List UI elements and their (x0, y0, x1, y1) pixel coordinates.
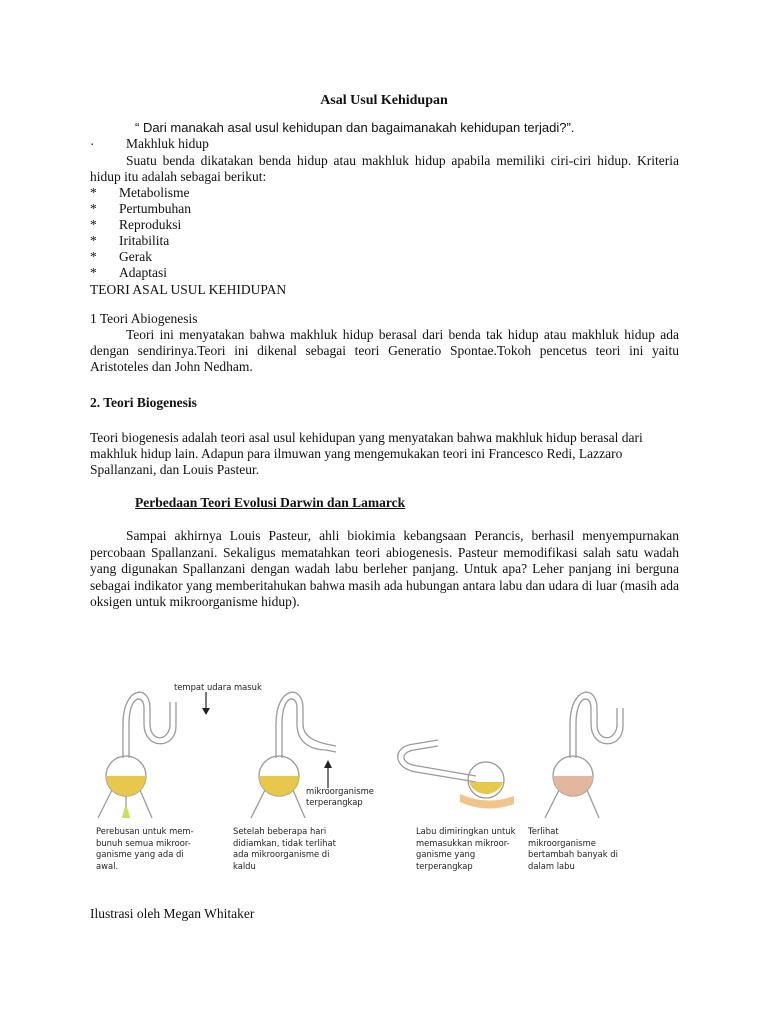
evolution-heading: Perbedaan Teori Evolusi Darwin dan Lamarck (135, 495, 406, 510)
hand-icon (460, 794, 514, 809)
theories-heading: TEORI ASAL USUL KEHIDUPAN (90, 282, 287, 297)
biogenesis-body: Teori biogenesis adalah teori asal usul kehidupan yang menyatakan bahwa makhluk hidup berasal dari makhluk hidup lain. Adapun para ilmuwan yang mengemukakan teori ini Francesco Redi, Lazzaro Spallanzani, dan Louis Pasteur. (90, 430, 643, 477)
criteria-item (90, 185, 190, 201)
criteria-mark: * (90, 201, 97, 216)
caption-step-2: Setelah beberapa hari didiamkan, tidak terlihat ada mikroorganisme di kaldu (233, 826, 336, 871)
biogenesis-heading: 2. Teori Biogenesis (90, 395, 197, 410)
criteria-mark: * (90, 185, 97, 200)
flask-boiling (98, 692, 176, 818)
caption-step-1: Perebusan untuk mem-bunuh semua mikroor-ganisme yang ada di awal. (96, 826, 194, 871)
criteria-mark: * (90, 249, 97, 264)
microorganism-label: mikroorganisme terperangkap (306, 786, 374, 807)
broth-fill (469, 782, 503, 794)
figure-credit: Ilustrasi oleh Megan Whitaker (90, 906, 255, 921)
abiogenesis-heading: 1 Teori Abiogenesis (90, 311, 198, 326)
criteria-mark: * (90, 265, 97, 280)
criteria-text: Iritabilita (119, 233, 170, 248)
criteria-text: Reproduksi (119, 217, 182, 232)
criteria-text: Pertumbuhan (119, 201, 191, 216)
air-entry-label: tempat udara masuk (174, 682, 262, 692)
bullet-dot: · (90, 137, 95, 152)
criteria-mark: * (90, 233, 97, 248)
criteria-item (90, 217, 181, 233)
criteria-text: Metabolisme (119, 185, 190, 200)
living-thing-label: Makhluk hidup (126, 136, 209, 151)
living-thing-intro: Suatu benda dikatakan benda hidup atau makhluk hidup apabila memiliki ciri-ciri hidup. Kriteria hidup itu adalah sebagai berikut: (90, 153, 679, 184)
caption-step-4: Terlihat mikroorganisme bertambah banyak di dalam labu (528, 826, 618, 871)
criteria-item (90, 265, 167, 281)
criteria-item (90, 233, 169, 249)
criteria-mark: * (90, 217, 97, 232)
broth-fill (259, 776, 299, 796)
criteria-text: Gerak (119, 249, 152, 264)
broth-fill (106, 776, 146, 796)
flame-icon (122, 807, 130, 818)
opening-quote: “ Dari manakah asal usul kehidupan dan bagaimanakah kehidupan terjadi?”. (135, 120, 575, 135)
criteria-item (90, 201, 191, 217)
pasteur-paragraph: Sampai akhirnya Louis Pasteur, ahli biokimia kebangsaan Perancis, berhasil menyempurnakan percobaan Spallanzani. Sekaligus mematahkan teori abiogenesis. Pasteur memodifikasi salah satu wadah yang digunakan Spallanzani dengan wadah labu berleher panjang. Untuk apa? Leher panjang ini berguna sebagai indikator yang memberitahukan bahwa masih ada hubungan antara labu dan udara di luar (masih ada oksigen untuk mikroorganisme hidup). (90, 528, 679, 609)
criteria-item (90, 249, 152, 265)
caption-step-3: Labu dimiringkan untuk memasukkan mikroor-ganisme yang terperangkap (416, 826, 516, 871)
abiogenesis-body: Teori ini menyatakan bahwa makhluk hidup berasal dari benda tak hidup atau makhluk hidup ada dengan sendirinya.Teori ini dikenal sebagai teori Generatio Spontae.Tokoh pencetus teori ini yaitu Aristoteles dan John Nedham. (90, 327, 679, 374)
cloudy-broth-fill (553, 776, 593, 796)
page-title: Asal Usul Kehidupan (320, 93, 448, 108)
flask-contaminated (545, 692, 623, 818)
criteria-text: Adaptasi (119, 265, 167, 280)
pasteur-experiment-illustration (88, 668, 668, 893)
